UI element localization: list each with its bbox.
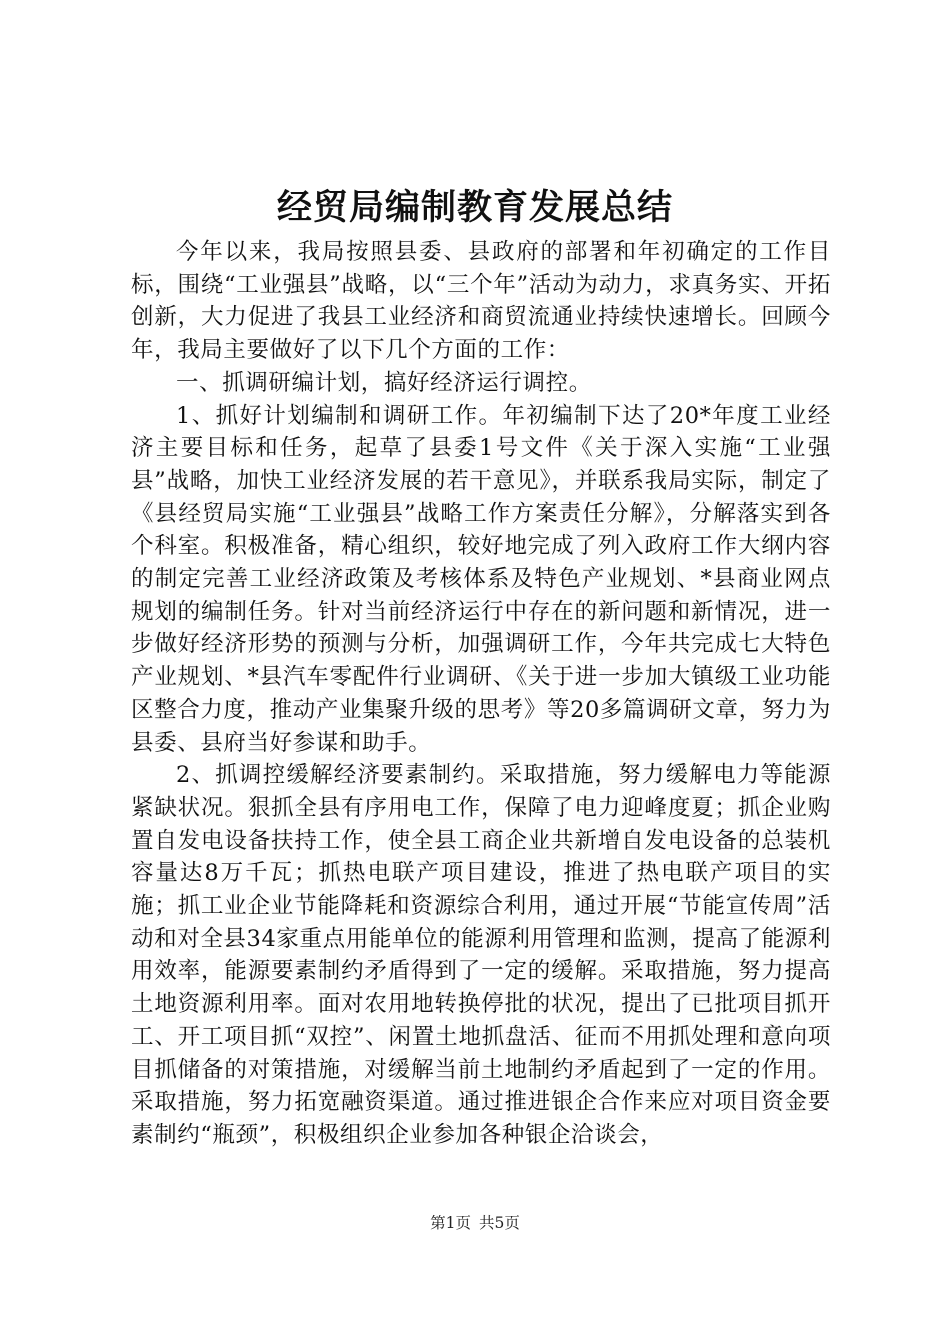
- page-total: 共5页: [479, 1214, 520, 1232]
- paragraph-item-1: 1、抓好计划编制和调研工作。年初编制下达了20*年度工业经济主要目标和任务，起草了县委1号文件《关于深入实施“工业强县”战略，加快工业经济发展的若干意见》，并联系我局实际，制定了《县经贸局实施“工业强县”战略工作方案责任分解》，分解落实到各个科室。积极准备，精心组织，较好地完成了列入政府工作大纲内容的制定完善工业经济政策及考核体系及特色产业规划、*县商业网点规划的编制任务。针对当前经济运行中存在的新问题和新情况，进一步做好经济形势的预测与分析，加强调研工作，今年共完成七大特色产业规划、*县汽车零配件行业调研、《关于进一步加大镇级工业功能区整合力度，推动产业集聚升级的思考》等20多篇调研文章，努力为县委、县府当好参谋和助手。: [131, 402, 831, 756]
- page-footer: [0, 1212, 950, 1234]
- document-title: 经贸局编制教育发展总结: [276, 187, 673, 228]
- page-number: 第1页: [430, 1214, 471, 1232]
- paragraph-section-heading: 一、抓调研编计划，搞好经济运行调控。: [176, 369, 592, 396]
- paragraph-item-2: 2、抓调控缓解经济要素制约。采取措施，努力缓解电力等能源紧缺状况。狠抓全县有序用电工作，保障了电力迎峰度夏；抓企业购置自发电设备扶持工作，使全县工商企业共新增自发电设备的总装机容量达8万千瓦；抓热电联产项目建设，推进了热电联产项目的实施；抓工业企业节能降耗和资源综合利用，通过开展“节能宣传周”活动和对全县34家重点用能单位的能源利用管理和监测，提高了能源利用效率，能源要素制约矛盾得到了一定的缓解。采取措施，努力提高土地资源利用率。面对农用地转换停批的状况，提出了已批项目抓开工、开工项目抓“双控”、闲置土地抓盘活、征而不用抓处理和意向项目抓储备的对策措施，对缓解当前土地制约矛盾起到了一定的作用。采取措施，努力拓宽融资渠道。通过推进银企合作来应对项目资金要素制约“瓶颈”，积极组织企业参加各种银企洽谈会，: [131, 762, 831, 1148]
- paragraph-intro: 今年以来，我局按照县委、县政府的部署和年初确定的工作目标，围绕“工业强县”战略，以“三个年”活动为动力，求真务实、开拓创新，大力促进了我县工业经济和商贸流通业持续快速增长。回顾今年，我局主要做好了以下几个方面的工作：: [131, 239, 831, 364]
- document-body: [131, 236, 831, 1152]
